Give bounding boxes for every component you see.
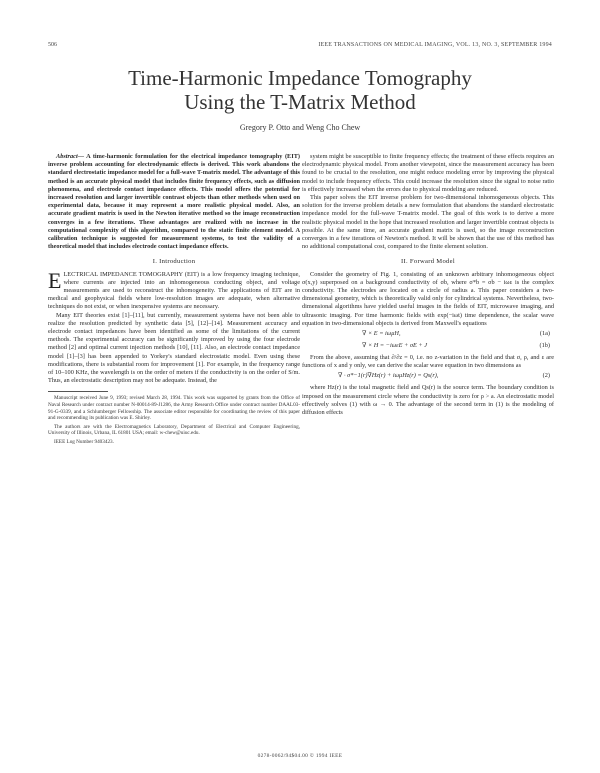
page-number: 506 xyxy=(48,42,57,48)
equation-1a-body: ∇ × E = iωμH, xyxy=(362,330,401,338)
copyright-line: 0278-0062/94$04.00 © 1994 IEEE xyxy=(257,753,343,759)
journal-citation: IEEE TRANSACTIONS ON MEDICAL IMAGING, VOL. 13, NO. 3, SEPTEMBER 1994 xyxy=(318,42,552,48)
paper-title xyxy=(60,66,540,114)
author-list: Gregory P. Otto and Weng Cho Chew xyxy=(239,123,361,132)
equation-2 xyxy=(302,372,554,382)
equation-1b xyxy=(302,342,554,352)
abstract xyxy=(48,153,300,251)
footnote-received: Manuscript received June 9, 1993; revised March 28, 1994. This work was supported by grants from the Office of Naval Research under contract number N-00014-89-J1286, the Army Research Office under contract number DAAL03-91-G-0339, and a Schlumberger Fellowship. The associate editor responsible for coordinating the review of this paper and recommending its publication was E. Shirley. xyxy=(48,395,300,422)
equation-1b-body: ∇ × H = −iωεE + σE + J xyxy=(362,342,428,350)
abstract-label: Abstract— xyxy=(56,153,84,160)
forward-paragraph-1: Consider the geometry of Fig. 1, consisting of an unknown arbitrary inhomogeneous object σ(x,y) superposed on a background conductivity of σb, where σ*b = σb − iωε is the complex conductivity. The electrodes are located on a circle of radius a. This paper considers a two-dimensional geometry, which is theoretically valid only for cylindrical systems. Nevertheless, two-dimensional algorithms have yielded useful images in the fields of EIT, microwave imaging, and ultrasonic imaging. For time harmonic fields with exp(−iωt) time dependence, the scalar wave equation in two-dimensional objects is derived from Maxwell's equations xyxy=(302,270,554,327)
footnote-affiliation: The authors are with the Electromagnetics Laboratory, Department of Electrical and Computer Engineering, University of Illinois, Urbana, IL 61801 USA; email: w-chew@uiuc.edu. xyxy=(48,423,300,437)
section-heading-introduction: I. Introduction xyxy=(152,258,196,266)
equation-1b-number: (1b) xyxy=(539,342,550,350)
title-line-1: Time-Harmonic Impedance Tomography xyxy=(128,66,472,90)
forward-paragraph-2: From the above, assuming that ∂/∂z = 0, i.e. no z-variation in the field and that σ, ρ, and ε are functions of x and y only, we can derive the scalar wave equation in two dimensions as xyxy=(302,354,554,370)
drop-cap: E xyxy=(48,267,62,293)
body-paragraph-1: system might be susceptible to finite frequency effects; the treatment of these effects requires an electrodynamic physical model. From another viewpoint, since the measurement accuracy has been found to be crucial to the resolution, one might reduce modeling error by improving the physical model to include frequency effects. This could increase the resolution since the signal to noise ratio is effectively increased when the errors due to physical modeling are reduced. xyxy=(302,153,554,193)
forward-paragraph-3: where Hz(r) is the total magnetic field and Qs(r) is the source term. The boundary condition is imposed on the measurement circle where the conductivity is zero for ρ > a. An electrostatic model effectively solves (1) with ω → 0. The advantage of the second term in (1) is the modeling of diffusion effects xyxy=(302,384,554,417)
intro-paragraph-2: Many EIT theories exist [1]–[11], but currently, measurement systems have not been able to realize the resolution predicted by synthetic data [5], [12]–[14]. Measurement accuracy and electrode contact impedances have been identified as some of the limitations of the current methods. The experimental accuracy can be significantly improved by using the four electrode method [2] and optimal current injection methods [10], [11]. Also, an electrode contact impedance model [1]–[3] has been appended to Yorkey's standard electrostatic model. Even using these modifications, there is substantial room for improvement [1]. For example, in the frequency range of 10–100 KHz, the wavelength is on the order of meters if the conductivity is on the order of S/m. Thus, an electrostatic description may not be adequate. Instead, the xyxy=(48,311,300,385)
intro-paragraph-1 xyxy=(48,267,300,312)
title-line-2: Using the T-Matrix Method xyxy=(184,90,416,114)
body-paragraph-2: This paper solves the EIT inverse problem for two-dimensional inhomogeneous objects. This solution for the inverse problem details a new formulation that abandons the standard electrostatic impedance model for the full-wave T-matrix model. The goal of this work is to derive a more realistic physical model in the hope that increased resolution and larger invertible contrast objects is possible. At the same time, an accurate gradient matrix is used, so the image reconstruction converges in a few iterations of Newton's method. It will be shown that the use of this method has no additional computational cost, compared to the finite element solution. xyxy=(302,194,554,251)
right-column xyxy=(302,153,554,417)
intro-paragraph-1-text: LECTRICAL IMPEDANCE TOMOGRAPHY (EIT) is a low frequency imaging technique, where currents are injected into an inhomogeneous conducting object, and voltage measurements are used to reconstruct the inhomogeneity. The applications of EIT are in medical and geophysical fields where low-resolution images are adequate, when alternative techniques do not exist, or when inexpensive systems are necessary. xyxy=(48,270,300,311)
section-heading-forward-model: II. Forward Model xyxy=(401,258,455,266)
equation-1a-number: (1a) xyxy=(539,330,550,338)
equation-2-number: (2) xyxy=(542,372,550,380)
footnote-log-number: IEEE Log Number 9403423. xyxy=(54,439,114,446)
abstract-text: A time-harmonic formulation for the electrical impedance tomography (EIT) inverse problem accounting for electrodynamic effects is derived. This work abandons the standard electrostatic impedance model for a full-wave T-matrix model. The advantage of this method is an accurate physical model that includes finite frequency effects, such as diffusion phenomena, and electrode contact impedance effects. This model offers the potential for increased resolution and larger invertible contrast objects than other methods when used on experimental data, because it may represent a more realistic physical model. Also, an accurate gradient matrix is used in the Newton iterative method so the image reconstruction converges in a few iterations. These advantages are realized with no increase in the computational complexity of this algorithm, compared to the static finite element model. A calibration technique is suggested for measurement systems, to test the validity of a theoretical model that includes electrode contact impedance effects. xyxy=(48,153,300,251)
equation-1a xyxy=(302,330,554,340)
equation-2-body: ∇ · σ*−1(r)∇Hz(r) + iωμHz(r) = Qs(r), xyxy=(338,372,439,380)
left-column xyxy=(48,153,300,448)
footnote-divider xyxy=(48,391,108,392)
